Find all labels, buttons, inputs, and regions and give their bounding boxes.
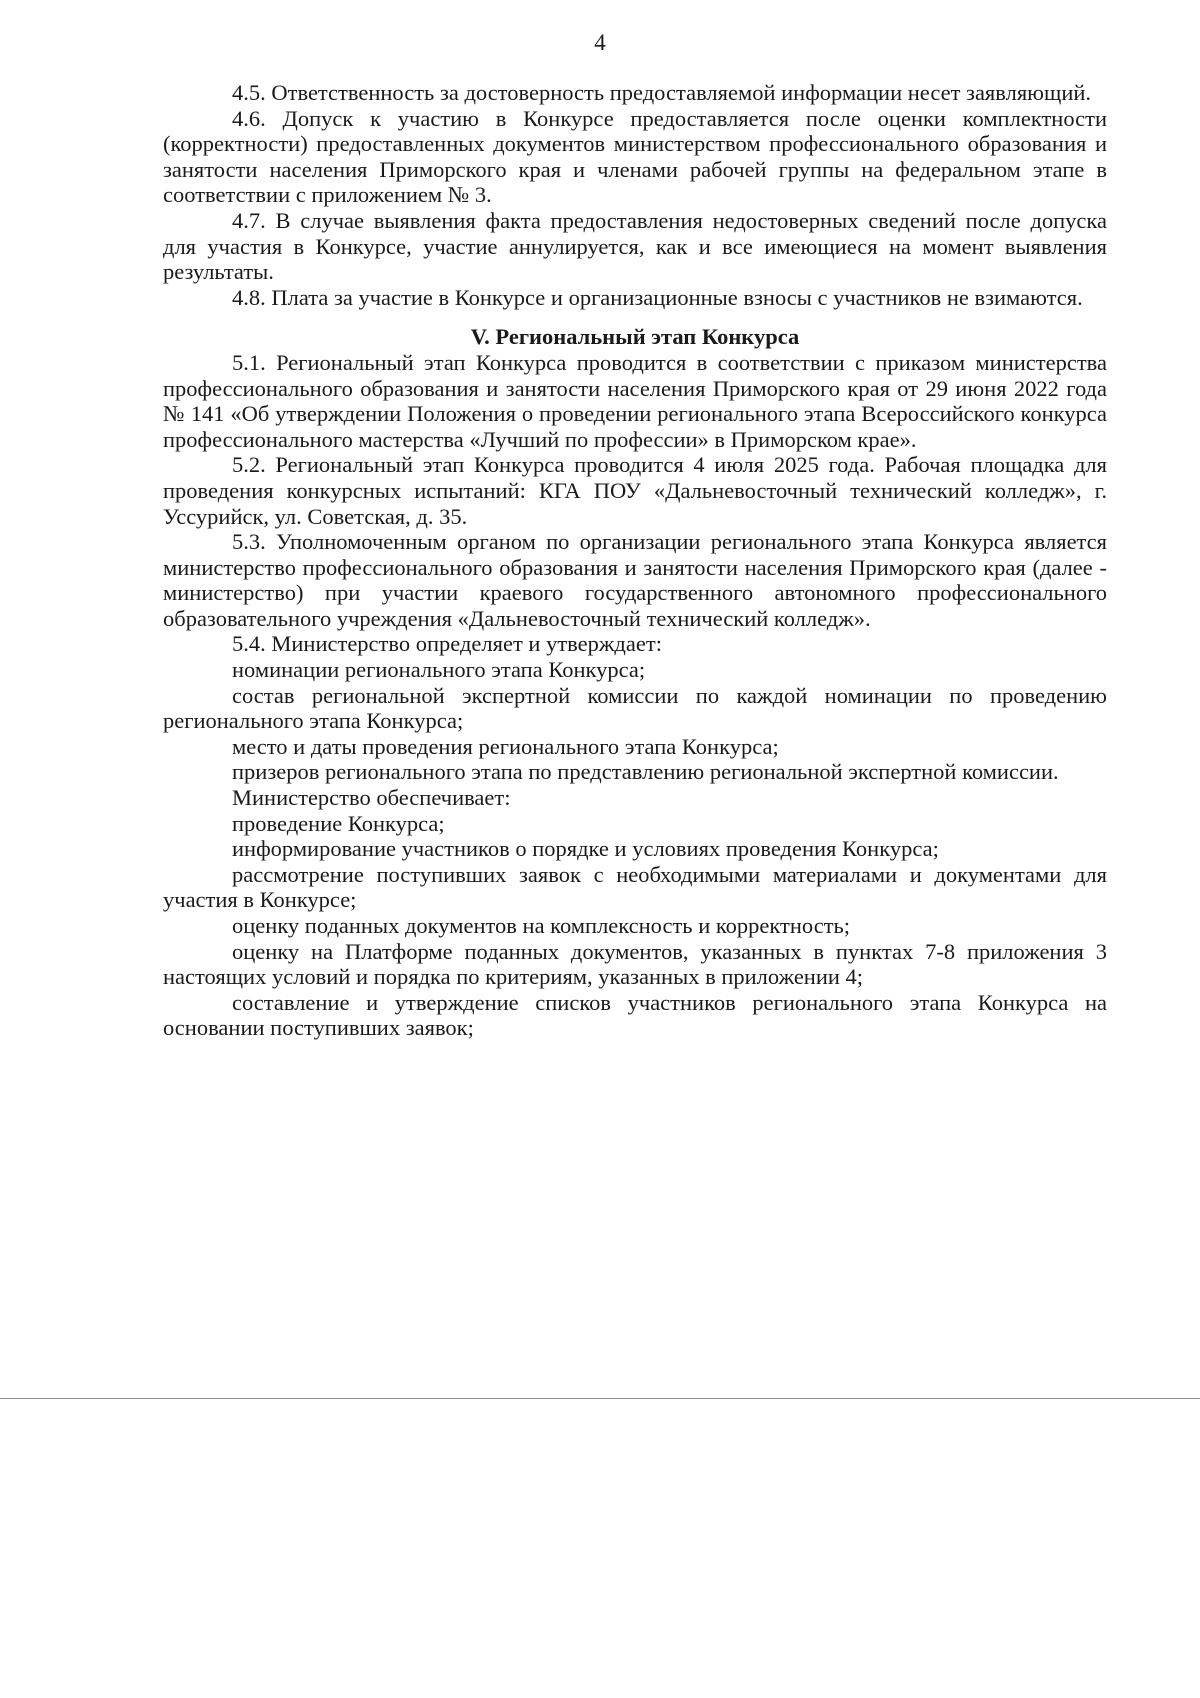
list-item: информирование участников о порядке и условиях проведения Конкурса; [232, 836, 939, 862]
document-body [163, 80, 1107, 1041]
scan-edge-line [0, 1398, 1200, 1399]
list-item: призеров регионального этапа по представлению региональной экспертной комиссии. [232, 759, 1059, 785]
list-item: оценку поданных документов на комплексность и корректность; [232, 913, 851, 938]
paragraph-4-8: 4.8. Плата за участие в Конкурсе и организационные взносы с участников не взимаются. [232, 284, 1083, 310]
paragraph-5-3: 5.3. Уполномоченным органом по организации регионального этапа Конкурса является министерство профессионального образования и занятости населения Приморского края (далее - министерство) при участии краевого государственного автономного профессионального образовательного учреждения «Дальневосточный технический колледж». [163, 529, 1107, 631]
list-item: место и даты проведения регионального этапа Конкурса; [232, 733, 779, 759]
paragraph-5-2: 5.2. Региональный этап Конкурса проводится 4 июля 2025 года. Рабочая площадка для проведения конкурсных испытаний: КГА ПОУ «Дальневосточный технический колледж», г. Уссурийск, ул. Советская, д. 35. [163, 452, 1107, 529]
list-item: оценку на Платформе поданных документов, указанных в пунктах 7-8 приложения 3 настоящих условий и порядка по критериям, указанных в приложении 4; [163, 938, 1107, 990]
paragraph-5-4: 5.4. Министерство определяет и утверждает: [232, 631, 662, 657]
paragraph-5-1: 5.1. Региональный этап Конкурса проводится в соответствии с приказом министерства профессионального образования и занятости населения Приморского края от 29 июня 2022 года № 141 «Об утверждении Положения о проведении регионального этапа Всероссийского конкурса профессионального мастерства «Лучший по профессии» в Приморском крае». [163, 349, 1107, 452]
list-item: номинации регионального этапа Конкурса; [232, 657, 646, 683]
paragraph-ministry-provides: Министерство обеспечивает: [232, 785, 511, 811]
list-item: составление и утверждение списков участников регионального этапа Конкурса на основании поступивших заявок; [163, 989, 1107, 1041]
section-heading: V. Региональный этап Конкурса [470, 324, 800, 350]
list-item: проведение Конкурса; [232, 810, 445, 836]
list-item: состав региональной экспертной комиссии по каждой номинации по проведению регионального этапа Конкурса; [163, 682, 1107, 734]
paragraph-4-6: 4.6. Допуск к участию в Конкурсе предоставляется после оценки комплектности (корректности) предоставленных документов министерством профессионального образования и занятости населения Приморского края и членами рабочей группы на федеральном этапе в соответствии с приложением № 3. [163, 105, 1107, 208]
paragraph-4-7: 4.7. В случае выявления факта предоставления недостоверных сведений после допуска для участия в Конкурсе, участие аннулируется, как и все имеющиеся на момент выявления результаты. [163, 207, 1107, 285]
paragraph-4-5: 4.5. Ответственность за достоверность предоставляемой информации несет заявляющий. [232, 80, 1092, 105]
page-number: 4 [594, 30, 606, 55]
list-item: рассмотрение поступивших заявок с необходимыми материалами и документами для участия в Конкурсе; [163, 861, 1107, 913]
